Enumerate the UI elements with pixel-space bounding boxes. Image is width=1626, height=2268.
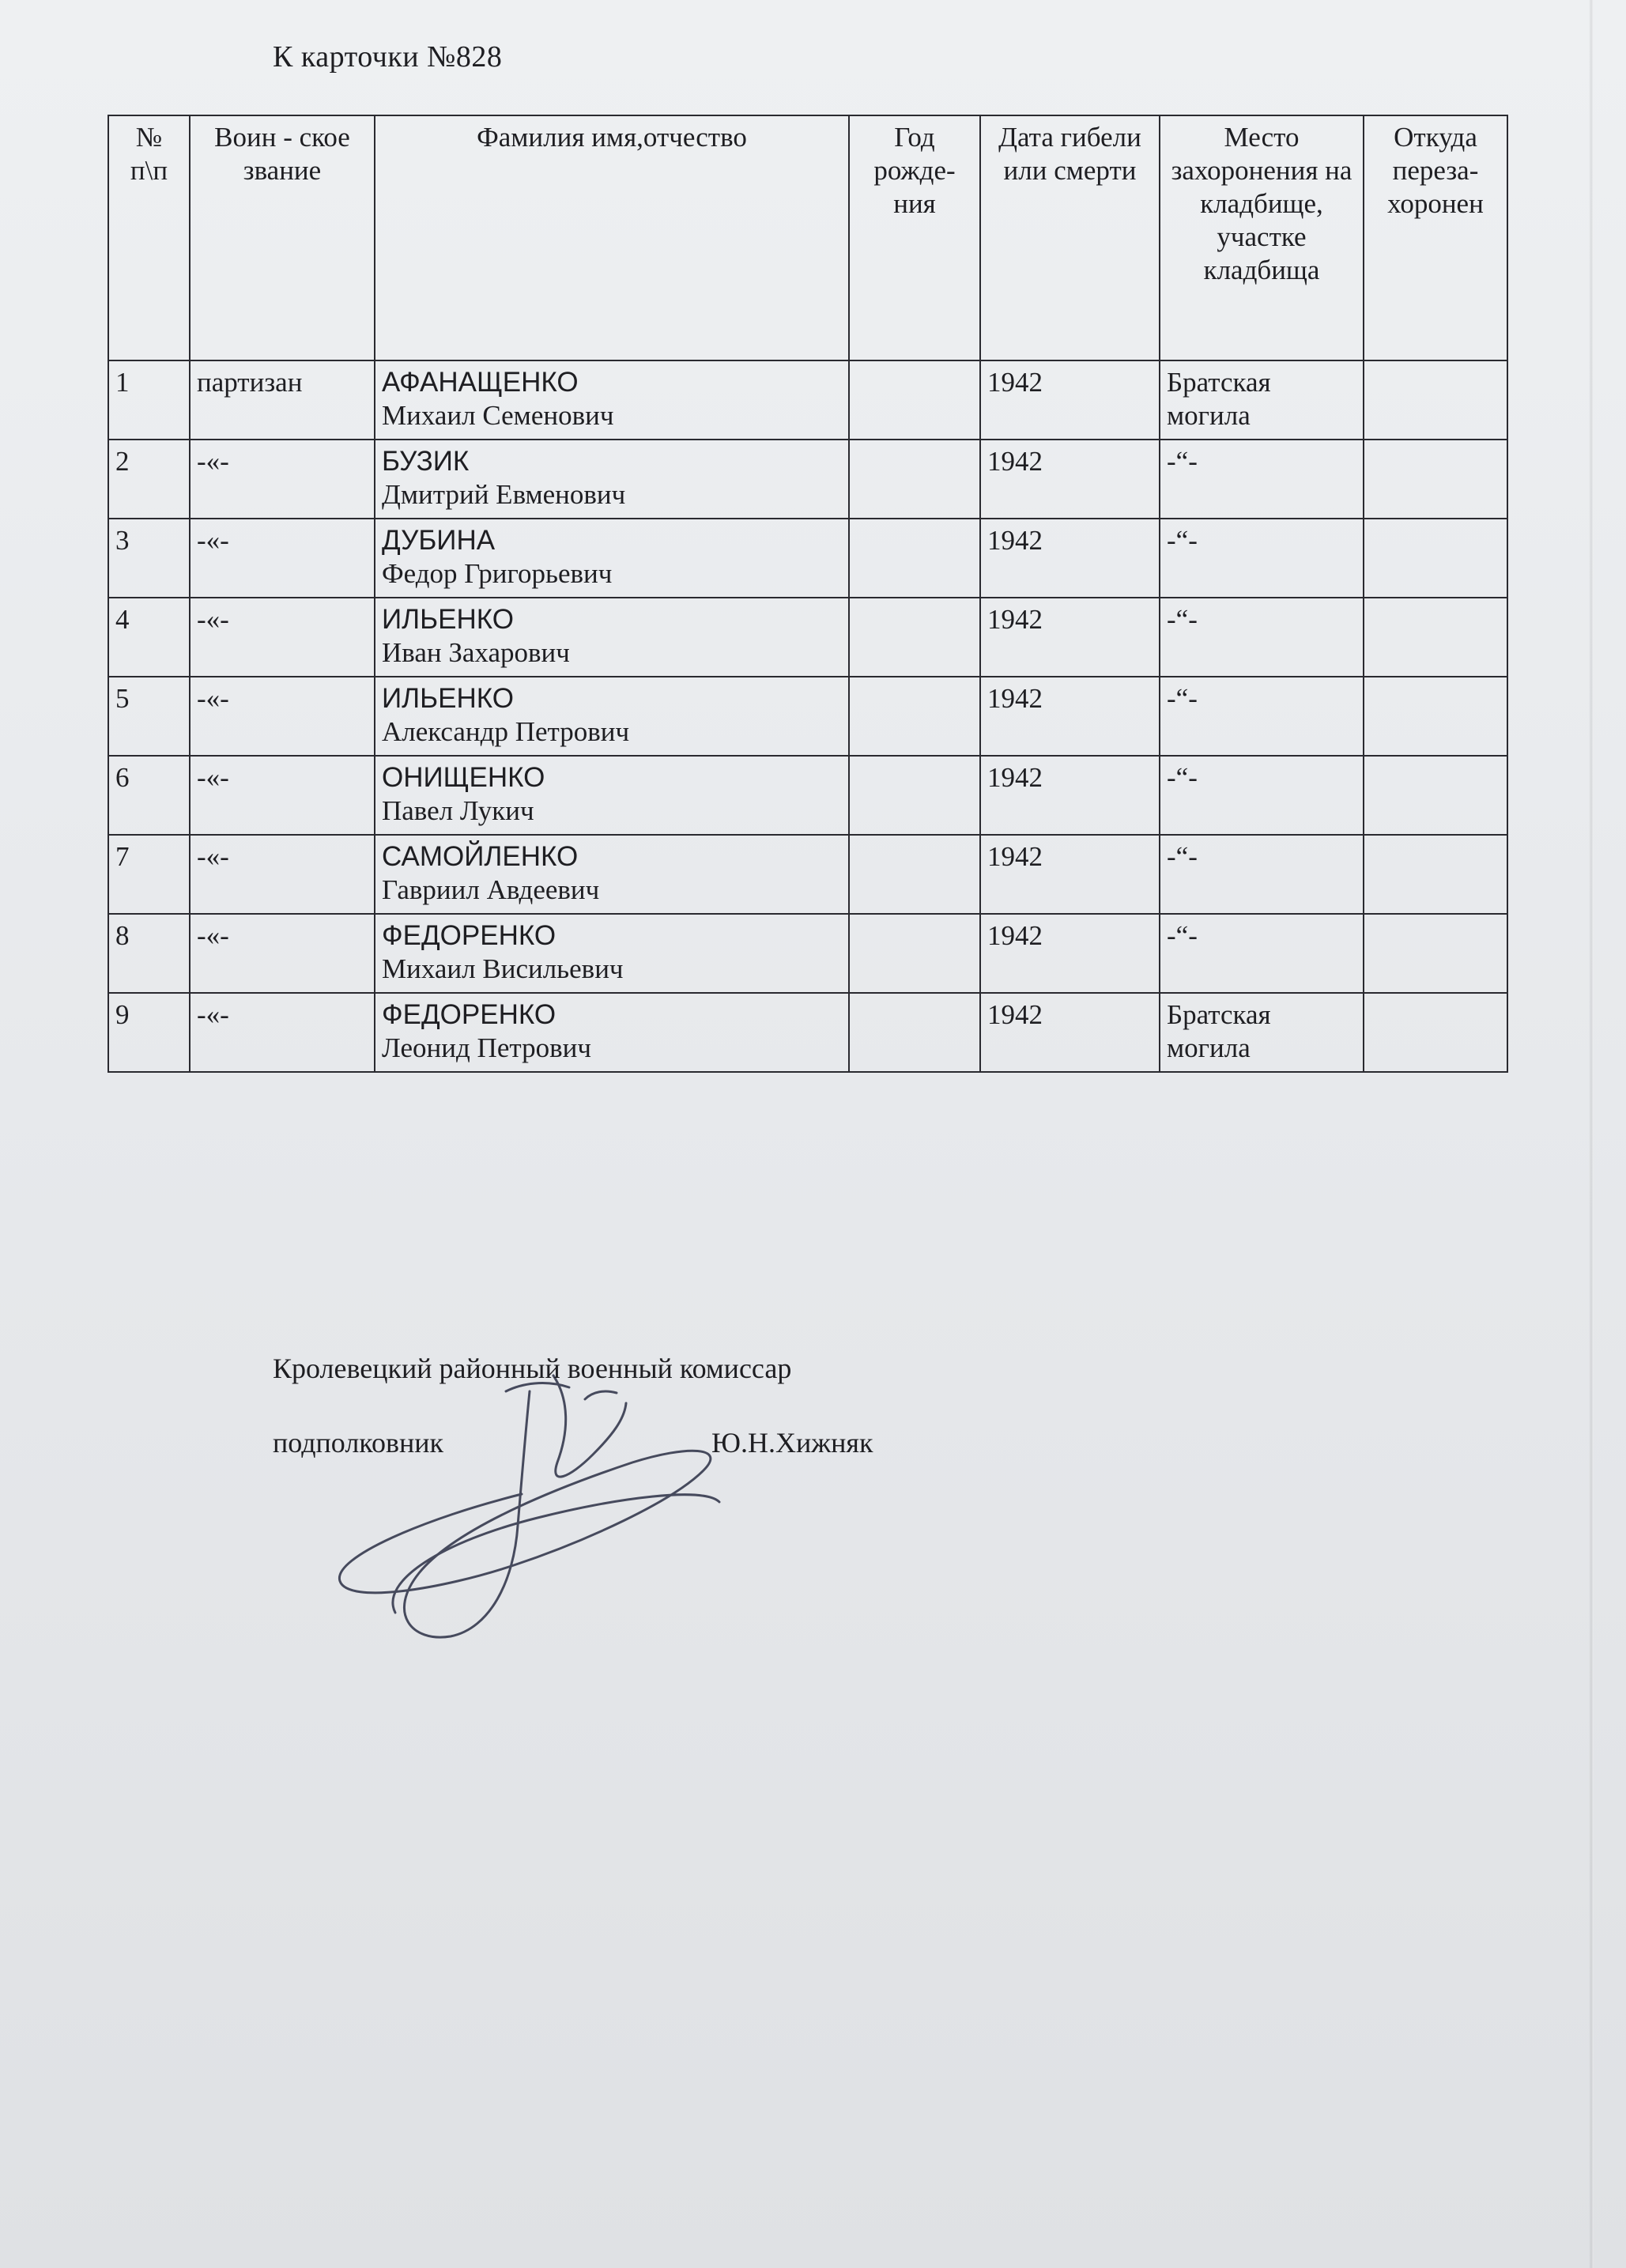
- cell-reburied-from: [1364, 598, 1507, 677]
- cell-number: 4: [108, 598, 190, 677]
- cell-birth-year: [849, 598, 980, 677]
- cell-death-date: 1942: [980, 360, 1160, 440]
- col-header-full-name: Фамилия имя,отчество: [375, 115, 849, 360]
- cell-rank: -«-: [190, 677, 375, 756]
- cell-number: 9: [108, 993, 190, 1072]
- surname: ОНИЩЕНКО: [382, 762, 545, 793]
- col-header-rank: Воин - ское звание: [190, 115, 375, 360]
- col-header-reburied-from: Откуда переза- хоронен: [1364, 115, 1507, 360]
- table-row: [108, 519, 1507, 598]
- cell-death-date: 1942: [980, 835, 1160, 914]
- cell-death-date: 1942: [980, 993, 1160, 1072]
- cell-number: 1: [108, 360, 190, 440]
- cell-full-name: [375, 360, 849, 440]
- cell-number: 8: [108, 914, 190, 993]
- cell-full-name: [375, 519, 849, 598]
- cell-burial-place: -“-: [1160, 756, 1364, 835]
- given-names: Михаил Семенович: [382, 400, 614, 431]
- given-names: Павел Лукич: [382, 795, 534, 826]
- cell-number: 3: [108, 519, 190, 598]
- cell-rank: -«-: [190, 440, 375, 519]
- cell-burial-place: Братская могила: [1160, 360, 1364, 440]
- cell-full-name: [375, 835, 849, 914]
- cell-burial-place: -“-: [1160, 677, 1364, 756]
- cell-full-name: [375, 993, 849, 1072]
- signer-title: Кролевецкий районный военный комиссар: [273, 1353, 792, 1384]
- given-names: Александр Петрович: [382, 716, 630, 747]
- paper-fold-shadow: [1589, 0, 1594, 2268]
- signer-rank: подполковник: [273, 1427, 443, 1459]
- cell-rank: партизан: [190, 360, 375, 440]
- given-names: Михаил Висильевич: [382, 953, 624, 984]
- signer-name: Ю.Н.Хижняк: [711, 1427, 873, 1459]
- table-row: [108, 440, 1507, 519]
- cell-full-name: [375, 440, 849, 519]
- card-reference: К карточки №828: [273, 40, 503, 74]
- surname: БУЗИК: [382, 446, 470, 477]
- cell-burial-place: -“-: [1160, 598, 1364, 677]
- cell-death-date: 1942: [980, 677, 1160, 756]
- given-names: Гавриил Авдеевич: [382, 874, 600, 905]
- surname: ДУБИНА: [382, 525, 496, 556]
- table-row: [108, 598, 1507, 677]
- given-names: Иван Захарович: [382, 637, 570, 668]
- surname: ИЛЬЕНКО: [382, 683, 514, 714]
- surname: ФЕДОРЕНКО: [382, 999, 556, 1030]
- table-row: [108, 835, 1507, 914]
- cell-full-name: [375, 756, 849, 835]
- cell-rank: -«-: [190, 914, 375, 993]
- cell-burial-place: -“-: [1160, 440, 1364, 519]
- cell-rank: -«-: [190, 756, 375, 835]
- cell-birth-year: [849, 677, 980, 756]
- cell-death-date: 1942: [980, 598, 1160, 677]
- col-header-birth-year: Год рожде- ния: [849, 115, 980, 360]
- surname: АФАНАЩЕНКО: [382, 367, 579, 398]
- cell-rank: -«-: [190, 993, 375, 1072]
- table-row: [108, 993, 1507, 1072]
- cell-reburied-from: [1364, 835, 1507, 914]
- cell-death-date: 1942: [980, 519, 1160, 598]
- surname: САМОЙЛЕНКО: [382, 841, 579, 872]
- cell-reburied-from: [1364, 440, 1507, 519]
- cell-full-name: [375, 598, 849, 677]
- surname: ИЛЬЕНКО: [382, 604, 514, 635]
- table-row: [108, 360, 1507, 440]
- cell-birth-year: [849, 360, 980, 440]
- cell-burial-place: -“-: [1160, 519, 1364, 598]
- burial-table: [108, 115, 1508, 1073]
- col-header-death-date: Дата гибели или смерти: [980, 115, 1160, 360]
- cell-rank: -«-: [190, 519, 375, 598]
- cell-reburied-from: [1364, 993, 1507, 1072]
- given-names: Леонид Петрович: [382, 1032, 591, 1063]
- cell-reburied-from: [1364, 519, 1507, 598]
- cell-burial-place: -“-: [1160, 914, 1364, 993]
- given-names: Федор Григорьевич: [382, 558, 613, 589]
- table-row: [108, 756, 1507, 835]
- cell-birth-year: [849, 914, 980, 993]
- cell-burial-place: -“-: [1160, 835, 1364, 914]
- cell-death-date: 1942: [980, 756, 1160, 835]
- col-header-number: № п\п: [108, 115, 190, 360]
- cell-death-date: 1942: [980, 440, 1160, 519]
- surname: ФЕДОРЕНКО: [382, 920, 556, 951]
- cell-number: 2: [108, 440, 190, 519]
- cell-birth-year: [849, 835, 980, 914]
- cell-birth-year: [849, 993, 980, 1072]
- cell-rank: -«-: [190, 598, 375, 677]
- cell-full-name: [375, 914, 849, 993]
- given-names: Дмитрий Евменович: [382, 479, 626, 510]
- table-row: [108, 914, 1507, 993]
- cell-death-date: 1942: [980, 914, 1160, 993]
- cell-full-name: [375, 677, 849, 756]
- cell-number: 7: [108, 835, 190, 914]
- cell-reburied-from: [1364, 756, 1507, 835]
- cell-reburied-from: [1364, 677, 1507, 756]
- cell-birth-year: [849, 440, 980, 519]
- cell-birth-year: [849, 756, 980, 835]
- signer-line: [273, 1426, 905, 1466]
- table-row: [108, 677, 1507, 756]
- cell-birth-year: [849, 519, 980, 598]
- col-header-burial-place: Место захоронения на кладбище, участке кладбища: [1160, 115, 1364, 360]
- signature-block: [273, 1352, 905, 1466]
- table-header-row: [108, 115, 1507, 360]
- cell-rank: -«-: [190, 835, 375, 914]
- cell-number: 5: [108, 677, 190, 756]
- cell-reburied-from: [1364, 360, 1507, 440]
- cell-number: 6: [108, 756, 190, 835]
- cell-burial-place: Братская могила: [1160, 993, 1364, 1072]
- cell-reburied-from: [1364, 914, 1507, 993]
